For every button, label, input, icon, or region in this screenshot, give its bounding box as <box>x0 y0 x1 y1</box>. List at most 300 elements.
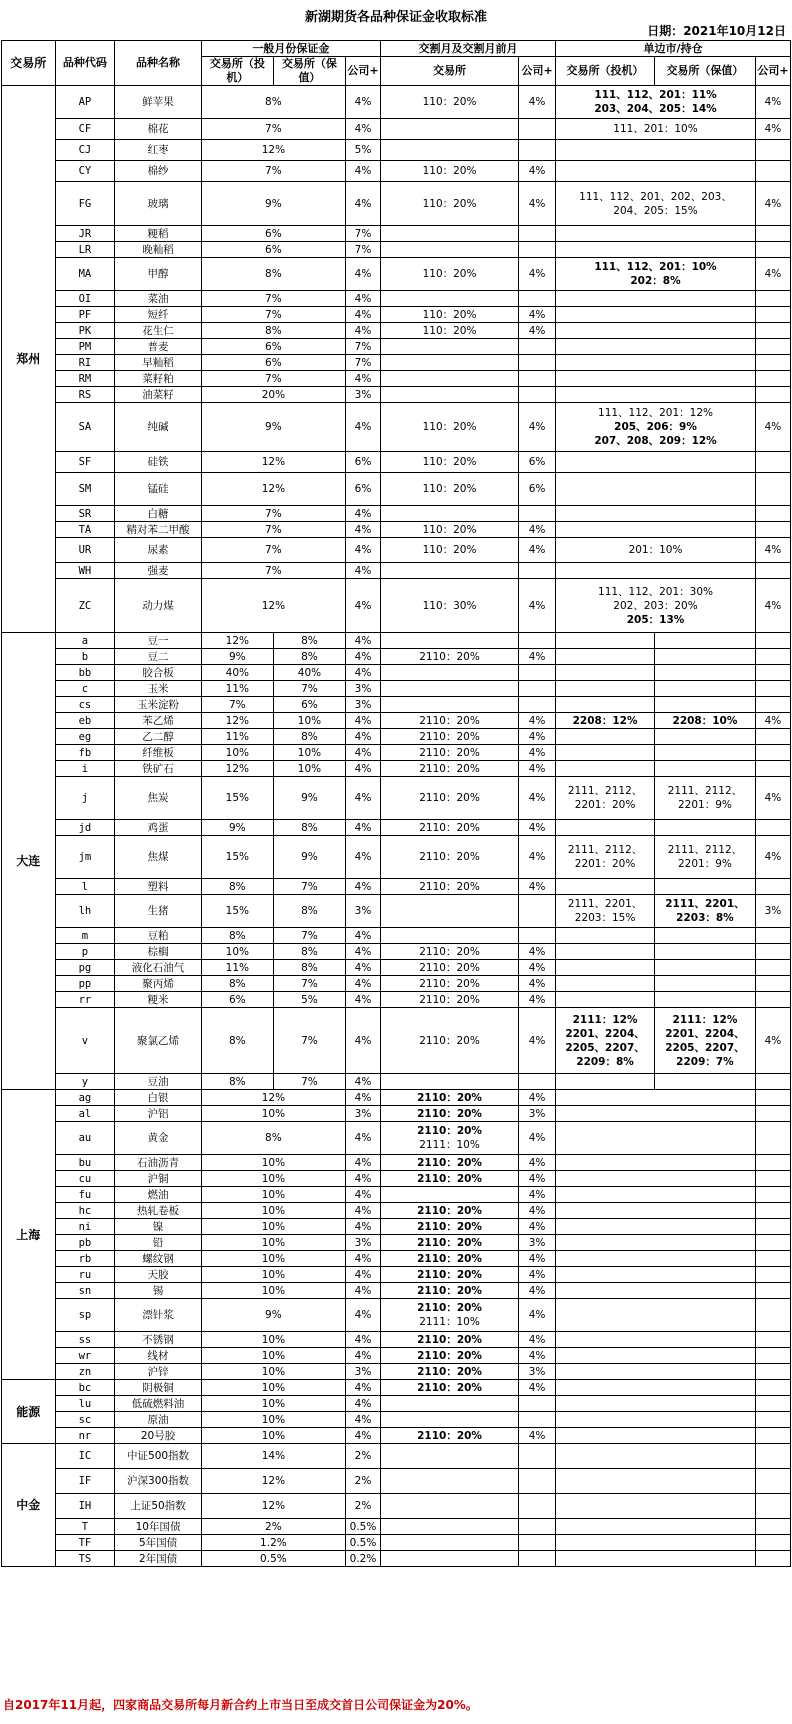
unilateral-company: 4% <box>755 182 790 226</box>
delivery-exchange: 2110：20% <box>381 1203 519 1219</box>
unilateral-exchange <box>556 1267 756 1283</box>
product-code: IC <box>55 1444 115 1469</box>
margin-company: 3% <box>345 1235 380 1251</box>
margin-company: 4% <box>345 1299 380 1332</box>
table-row <box>2 1428 791 1444</box>
unilateral-company <box>755 473 790 506</box>
unilateral-company <box>755 161 790 182</box>
margin-exchange: 10% <box>201 1412 345 1428</box>
margin-exchange: 1.2% <box>201 1535 345 1551</box>
unilateral-company <box>755 339 790 355</box>
product-name: 纯碱 <box>115 403 202 452</box>
unilateral-hedge: 2111：12% 2201、2204、 2205、2207、 2209：7% <box>654 1008 755 1074</box>
delivery-company: 4% <box>519 976 556 992</box>
unilateral-company <box>755 291 790 307</box>
delivery-company: 4% <box>519 761 556 777</box>
product-code: AP <box>55 86 115 119</box>
delivery-company <box>519 506 556 522</box>
product-name: 中证500指数 <box>115 1444 202 1469</box>
product-code: TF <box>55 1535 115 1551</box>
margin-company: 4% <box>345 323 380 339</box>
unilateral-exchange <box>556 1519 756 1535</box>
table-row <box>2 633 791 649</box>
unilateral-hedge <box>654 1074 755 1090</box>
margin-spec: 40% <box>201 665 273 681</box>
table-row <box>2 119 791 140</box>
unilateral-hedge <box>654 976 755 992</box>
unilateral-company <box>755 960 790 976</box>
unilateral-company <box>755 1332 790 1348</box>
unilateral-company <box>755 1348 790 1364</box>
unilateral-company: 4% <box>755 119 790 140</box>
unilateral-exchange <box>556 371 756 387</box>
delivery-exchange: 110：20% <box>381 403 519 452</box>
delivery-exchange: 2110：20% <box>381 820 519 836</box>
delivery-company: 4% <box>519 1428 556 1444</box>
margin-exchange: 7% <box>201 161 345 182</box>
margin-company: 3% <box>345 681 380 697</box>
product-code: eg <box>55 729 115 745</box>
product-code: SA <box>55 403 115 452</box>
unilateral-hedge <box>654 649 755 665</box>
delivery-company: 4% <box>519 729 556 745</box>
unilateral-company <box>755 1251 790 1267</box>
margin-company: 7% <box>345 242 380 258</box>
unilateral-spec: 2111：12% 2201、2204、 2205、2207、 2209：8% <box>556 1008 655 1074</box>
table-row <box>2 1494 791 1519</box>
margin-spec: 8% <box>201 1074 273 1090</box>
unilateral-company <box>755 697 790 713</box>
margin-spec: 11% <box>201 729 273 745</box>
delivery-exchange: 2110：20% <box>381 879 519 895</box>
unilateral-exchange <box>556 1155 756 1171</box>
table-row <box>2 339 791 355</box>
margin-company: 4% <box>345 119 380 140</box>
unilateral-company: 4% <box>755 579 790 633</box>
unilateral-spec <box>556 761 655 777</box>
unilateral-exchange <box>556 1444 756 1469</box>
product-name: 豆粕 <box>115 928 202 944</box>
margin-company: 4% <box>345 1074 380 1090</box>
margin-exchange: 7% <box>201 307 345 323</box>
unilateral-exchange <box>556 140 756 161</box>
product-code: SF <box>55 452 115 473</box>
unilateral-company <box>755 633 790 649</box>
product-code: CJ <box>55 140 115 161</box>
delivery-exchange: 110：20% <box>381 538 519 563</box>
delivery-exchange: 2110：20% <box>381 944 519 960</box>
product-code: IH <box>55 1494 115 1519</box>
table-row <box>2 1364 791 1380</box>
unilateral-exchange: 111、112、201、202、203、 204、205：15% <box>556 182 756 226</box>
delivery-company: 4% <box>519 1283 556 1299</box>
unilateral-exchange <box>556 1299 756 1332</box>
unilateral-company <box>755 1122 790 1155</box>
table-row <box>2 1283 791 1299</box>
margin-exchange: 8% <box>201 258 345 291</box>
delivery-exchange: 110：20% <box>381 522 519 538</box>
margin-hedge: 8% <box>273 820 345 836</box>
unilateral-company: 4% <box>755 86 790 119</box>
unilateral-spec: 2111、2112、 2201：20% <box>556 777 655 820</box>
margin-exchange: 10% <box>201 1364 345 1380</box>
product-code: hc <box>55 1203 115 1219</box>
product-code: rb <box>55 1251 115 1267</box>
delivery-exchange: 2110：20% <box>381 1090 519 1106</box>
margin-exchange: 8% <box>201 323 345 339</box>
unilateral-company <box>755 761 790 777</box>
unilateral-company <box>755 1519 790 1535</box>
margin-company: 4% <box>345 1171 380 1187</box>
margin-company: 4% <box>345 928 380 944</box>
unilateral-exchange <box>556 1348 756 1364</box>
header-unilateral: 单边市/持仓 <box>556 41 791 57</box>
margin-company: 4% <box>345 1332 380 1348</box>
margin-spec: 15% <box>201 895 273 928</box>
unilateral-company <box>755 387 790 403</box>
table-row <box>2 1155 791 1171</box>
product-name: 线材 <box>115 1348 202 1364</box>
product-name: 不锈钢 <box>115 1332 202 1348</box>
margin-company: 4% <box>345 745 380 761</box>
table-row <box>2 1299 791 1332</box>
unilateral-company <box>755 1074 790 1090</box>
product-name: 沪深300指数 <box>115 1469 202 1494</box>
margin-exchange: 12% <box>201 452 345 473</box>
table-row <box>2 1171 791 1187</box>
margin-exchange: 6% <box>201 355 345 371</box>
table-row <box>2 403 791 452</box>
product-name: 晚籼稻 <box>115 242 202 258</box>
product-code: fb <box>55 745 115 761</box>
margin-exchange: 6% <box>201 339 345 355</box>
delivery-exchange <box>381 119 519 140</box>
delivery-exchange <box>381 665 519 681</box>
product-name: 阴极铜 <box>115 1380 202 1396</box>
table-row <box>2 976 791 992</box>
table-row <box>2 1090 791 1106</box>
table-row <box>2 506 791 522</box>
product-name: 黄金 <box>115 1122 202 1155</box>
unilateral-hedge: 2208：10% <box>654 713 755 729</box>
table-row <box>2 1396 791 1412</box>
margin-hedge: 10% <box>273 745 345 761</box>
delivery-company: 6% <box>519 452 556 473</box>
delivery-exchange <box>381 242 519 258</box>
margin-company: 4% <box>345 371 380 387</box>
unilateral-spec <box>556 633 655 649</box>
unilateral-company <box>755 563 790 579</box>
product-name: 20号胶 <box>115 1428 202 1444</box>
table-row <box>2 1535 791 1551</box>
delivery-company: 4% <box>519 307 556 323</box>
margin-exchange: 10% <box>201 1203 345 1219</box>
unilateral-company <box>755 1428 790 1444</box>
product-code: al <box>55 1106 115 1122</box>
delivery-exchange <box>381 371 519 387</box>
margin-hedge: 8% <box>273 729 345 745</box>
product-name: 玉米 <box>115 681 202 697</box>
table-row <box>2 745 791 761</box>
delivery-exchange: 2110：20% <box>381 713 519 729</box>
unilateral-company <box>755 452 790 473</box>
unilateral-exchange <box>556 226 756 242</box>
delivery-exchange <box>381 1444 519 1469</box>
delivery-company <box>519 1396 556 1412</box>
product-name: 玻璃 <box>115 182 202 226</box>
table-row <box>2 761 791 777</box>
product-name: 普麦 <box>115 339 202 355</box>
delivery-company <box>519 681 556 697</box>
product-code: RS <box>55 387 115 403</box>
unilateral-exchange <box>556 1469 756 1494</box>
margin-exchange: 10% <box>201 1106 345 1122</box>
product-code: au <box>55 1122 115 1155</box>
unilateral-company <box>755 992 790 1008</box>
unilateral-hedge <box>654 879 755 895</box>
product-name: 甲醇 <box>115 258 202 291</box>
unilateral-exchange: 201：10% <box>556 538 756 563</box>
margin-exchange: 12% <box>201 1090 345 1106</box>
margin-hedge: 8% <box>273 633 345 649</box>
delivery-exchange: 2110：20% <box>381 1283 519 1299</box>
product-name: 石油沥青 <box>115 1155 202 1171</box>
delivery-company <box>519 355 556 371</box>
header-company: 公司+ <box>345 57 380 86</box>
unilateral-hedge: 2111、2112、 2201：9% <box>654 836 755 879</box>
unilateral-company <box>755 1267 790 1283</box>
table-row <box>2 1235 791 1251</box>
margin-hedge: 7% <box>273 681 345 697</box>
product-name: 硅铁 <box>115 452 202 473</box>
unilateral-spec: 2111、2112、 2201：20% <box>556 836 655 879</box>
delivery-company <box>519 242 556 258</box>
margin-company: 4% <box>345 86 380 119</box>
delivery-company: 4% <box>519 713 556 729</box>
margin-exchange: 10% <box>201 1283 345 1299</box>
margin-exchange: 9% <box>201 1299 345 1332</box>
product-code: sp <box>55 1299 115 1332</box>
unilateral-hedge <box>654 992 755 1008</box>
margin-exchange: 10% <box>201 1187 345 1203</box>
product-name: 尿素 <box>115 538 202 563</box>
margin-company: 7% <box>345 339 380 355</box>
margin-hedge: 8% <box>273 960 345 976</box>
margin-company: 4% <box>345 879 380 895</box>
unilateral-hedge <box>654 633 755 649</box>
margin-exchange: 10% <box>201 1428 345 1444</box>
product-name: 粳稻 <box>115 226 202 242</box>
unilateral-hedge: 2111、2112、 2201：9% <box>654 777 755 820</box>
product-name: 原油 <box>115 1412 202 1428</box>
unilateral-hedge <box>654 960 755 976</box>
unilateral-company <box>755 226 790 242</box>
delivery-exchange: 2110：20% <box>381 1332 519 1348</box>
header-uni-spec: 交易所（投机） <box>556 57 655 86</box>
table-row <box>2 1074 791 1090</box>
product-name: 豆一 <box>115 633 202 649</box>
product-code: j <box>55 777 115 820</box>
footer-note: 自2017年11月起，四家商品交易所每月新合约上市当日至成交首日公司保证金为20%。 <box>3 1698 478 1712</box>
delivery-exchange: 2110：20% <box>381 1380 519 1396</box>
margin-company: 3% <box>345 895 380 928</box>
table-row <box>2 697 791 713</box>
delivery-company: 4% <box>519 1332 556 1348</box>
product-name: 乙二醇 <box>115 729 202 745</box>
margin-hedge: 9% <box>273 836 345 879</box>
table-row <box>2 665 791 681</box>
delivery-exchange: 110：20% <box>381 86 519 119</box>
margin-hedge: 6% <box>273 697 345 713</box>
unilateral-exchange <box>556 506 756 522</box>
margin-exchange: 8% <box>201 1122 345 1155</box>
margin-company: 0.5% <box>345 1519 380 1535</box>
margin-spec: 8% <box>201 928 273 944</box>
product-code: cs <box>55 697 115 713</box>
delivery-exchange <box>381 506 519 522</box>
unilateral-company <box>755 1299 790 1332</box>
margin-company: 4% <box>345 1348 380 1364</box>
table-row <box>2 1444 791 1469</box>
unilateral-exchange: 111、112、201：10% 202：8% <box>556 258 756 291</box>
delivery-company <box>519 633 556 649</box>
delivery-exchange: 110：20% <box>381 161 519 182</box>
delivery-company: 4% <box>519 777 556 820</box>
unilateral-spec <box>556 1074 655 1090</box>
delivery-company: 4% <box>519 879 556 895</box>
delivery-company <box>519 563 556 579</box>
unilateral-exchange <box>556 1396 756 1412</box>
product-name: 棉纱 <box>115 161 202 182</box>
unilateral-exchange <box>556 1494 756 1519</box>
delivery-company <box>519 1444 556 1469</box>
margin-company: 4% <box>345 665 380 681</box>
margin-exchange: 10% <box>201 1171 345 1187</box>
delivery-company <box>519 928 556 944</box>
delivery-company <box>519 371 556 387</box>
unilateral-exchange <box>556 339 756 355</box>
product-code: i <box>55 761 115 777</box>
margin-exchange: 10% <box>201 1396 345 1412</box>
margin-hedge: 7% <box>273 1008 345 1074</box>
delivery-company <box>519 665 556 681</box>
unilateral-company <box>755 1155 790 1171</box>
margin-company: 4% <box>345 403 380 452</box>
product-name: 低硫燃料油 <box>115 1396 202 1412</box>
product-code: CY <box>55 161 115 182</box>
product-name: 漂针浆 <box>115 1299 202 1332</box>
product-code: LR <box>55 242 115 258</box>
delivery-exchange: 2110：20% <box>381 836 519 879</box>
delivery-company: 3% <box>519 1235 556 1251</box>
product-name: 铅 <box>115 1235 202 1251</box>
delivery-company <box>519 1469 556 1494</box>
product-name: 精对苯二甲酸 <box>115 522 202 538</box>
product-name: 苯乙烯 <box>115 713 202 729</box>
product-name: 液化石油气 <box>115 960 202 976</box>
header-ex-hedge: 交易所（保值） <box>273 57 345 86</box>
unilateral-hedge <box>654 820 755 836</box>
margin-company: 4% <box>345 1428 380 1444</box>
delivery-exchange <box>381 1412 519 1428</box>
table-row <box>2 879 791 895</box>
delivery-exchange: 2110：20% <box>381 1428 519 1444</box>
delivery-exchange <box>381 387 519 403</box>
delivery-exchange: 110：20% <box>381 323 519 339</box>
unilateral-company: 4% <box>755 403 790 452</box>
margin-hedge: 7% <box>273 1074 345 1090</box>
margin-company: 4% <box>345 1412 380 1428</box>
margin-company: 4% <box>345 633 380 649</box>
table-row <box>2 1519 791 1535</box>
product-name: 白银 <box>115 1090 202 1106</box>
header-delivery-ex: 交易所 <box>381 57 519 86</box>
table-row <box>2 1203 791 1219</box>
margin-hedge: 9% <box>273 777 345 820</box>
margin-exchange: 0.5% <box>201 1551 345 1567</box>
table-row <box>2 928 791 944</box>
delivery-exchange: 2110：20% <box>381 960 519 976</box>
unilateral-exchange <box>556 522 756 538</box>
delivery-exchange <box>381 1519 519 1535</box>
margin-hedge: 7% <box>273 879 345 895</box>
delivery-exchange <box>381 928 519 944</box>
margin-company: 4% <box>345 307 380 323</box>
unilateral-exchange <box>556 473 756 506</box>
table-row <box>2 473 791 506</box>
delivery-exchange: 2110：20% <box>381 992 519 1008</box>
unilateral-spec <box>556 649 655 665</box>
product-code: rr <box>55 992 115 1008</box>
unilateral-spec <box>556 729 655 745</box>
delivery-exchange <box>381 1551 519 1567</box>
product-name: 2年国债 <box>115 1551 202 1567</box>
delivery-exchange: 2110：20% <box>381 1267 519 1283</box>
delivery-company <box>519 1074 556 1090</box>
table-row <box>2 960 791 976</box>
margin-spec: 9% <box>201 820 273 836</box>
margin-exchange: 10% <box>201 1267 345 1283</box>
product-name: 棕榈 <box>115 944 202 960</box>
margin-exchange: 9% <box>201 403 345 452</box>
product-code: jd <box>55 820 115 836</box>
table-row <box>2 729 791 745</box>
margin-company: 4% <box>345 992 380 1008</box>
product-name: 玉米淀粉 <box>115 697 202 713</box>
product-name: 胶合板 <box>115 665 202 681</box>
unilateral-company <box>755 1203 790 1219</box>
unilateral-exchange <box>556 1380 756 1396</box>
product-code: jm <box>55 836 115 879</box>
unilateral-company <box>755 1364 790 1380</box>
product-code: nr <box>55 1428 115 1444</box>
table-row <box>2 182 791 226</box>
table-row <box>2 226 791 242</box>
margin-hedge: 7% <box>273 928 345 944</box>
margin-hedge: 8% <box>273 649 345 665</box>
delivery-exchange: 2110：20% <box>381 1008 519 1074</box>
delivery-company: 4% <box>519 1251 556 1267</box>
product-name: 豆油 <box>115 1074 202 1090</box>
delivery-company: 4% <box>519 960 556 976</box>
table-row <box>2 777 791 820</box>
product-code: fu <box>55 1187 115 1203</box>
unilateral-spec <box>556 697 655 713</box>
margin-spec: 8% <box>201 976 273 992</box>
margin-exchange: 12% <box>201 473 345 506</box>
margin-exchange: 7% <box>201 563 345 579</box>
margin-spec: 7% <box>201 697 273 713</box>
